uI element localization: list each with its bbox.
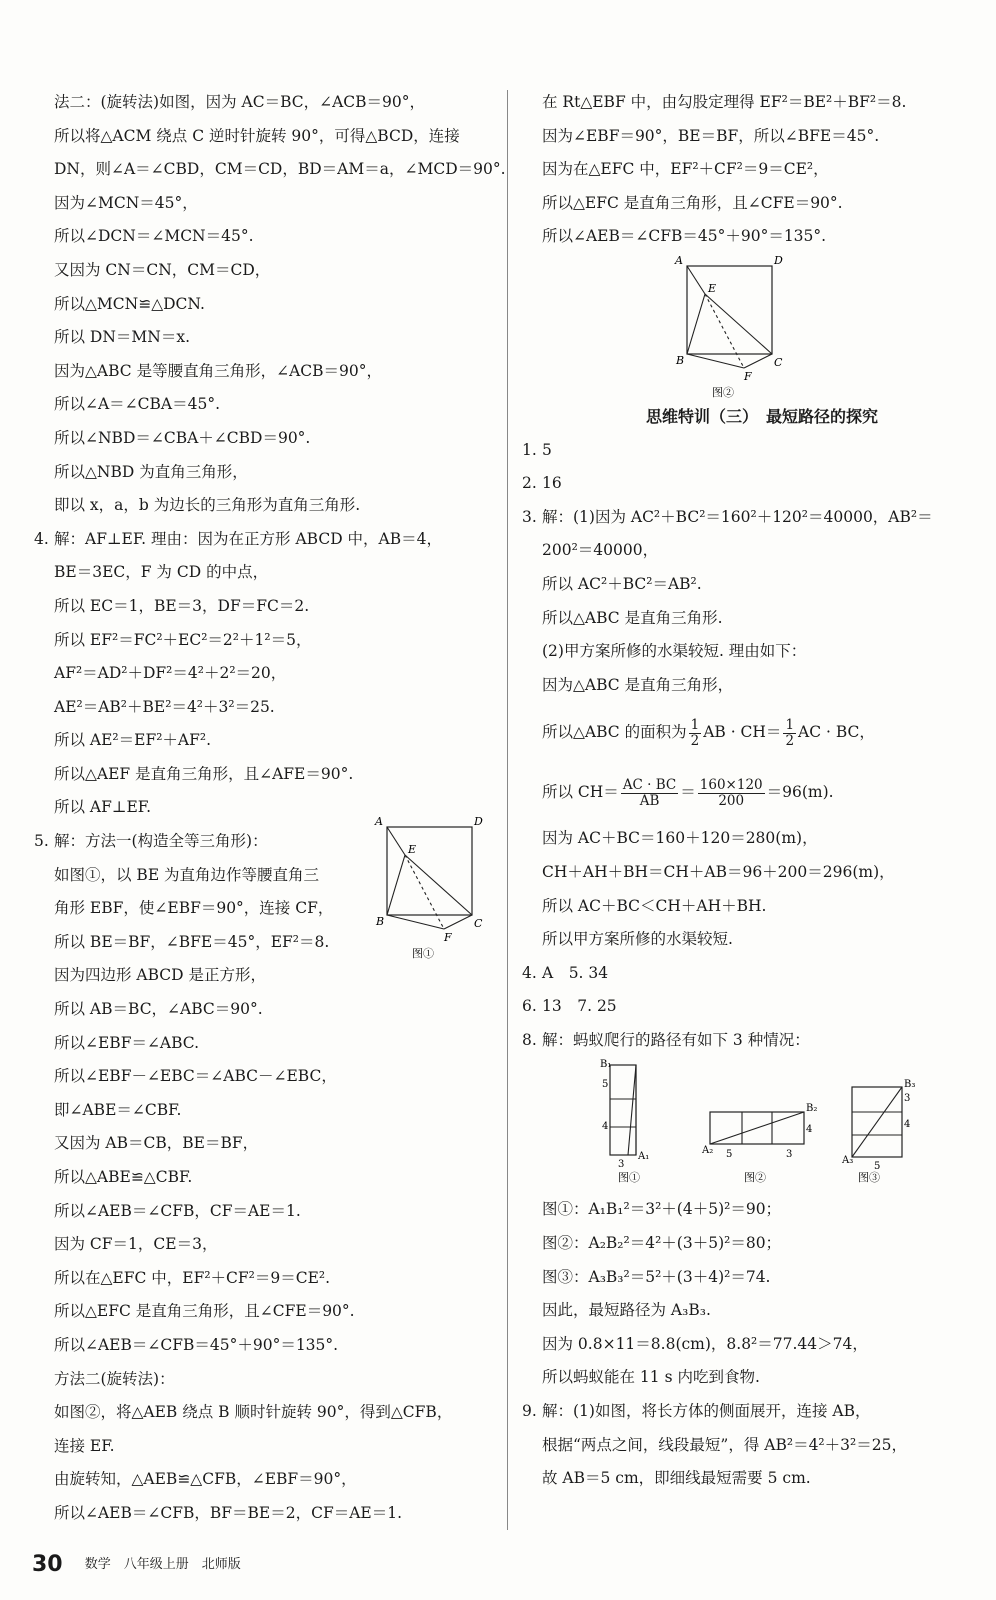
line-text: 所以△ABC 的面积为 [542, 723, 687, 742]
area-formula-line [522, 702, 982, 762]
svg-text:图②: 图② [712, 385, 734, 399]
line-text: 角形 EBF，使∠EBF＝90°，连接 CF， [54, 899, 334, 918]
left-line [34, 1094, 494, 1128]
right-line [522, 1261, 982, 1295]
line-text: 16 [542, 474, 562, 493]
line-text: 又因为 AB＝CB，BE＝BF， [54, 1134, 259, 1153]
fraction: $\frac{1}{2}$ [785, 716, 795, 749]
left-line [34, 1363, 494, 1397]
item-number: 5. [34, 832, 49, 851]
item-number: 1. [522, 440, 537, 459]
line-text: 因为 0.8×11＝8.8(cm)，8.8²＝77.44＞74， [542, 1334, 868, 1353]
svg-text:5: 5 [602, 1079, 609, 1091]
line-text: 因为△ABC 是等腰直角三角形，∠ACB＝90°， [54, 361, 382, 380]
left-line [34, 859, 394, 893]
line-text: 所以 CH＝ [542, 783, 619, 802]
right-line [522, 990, 982, 1024]
left-line [34, 1396, 494, 1430]
left-line [34, 422, 494, 456]
line-text: 因为 CF＝1，CE＝3， [54, 1235, 218, 1254]
svg-text:5: 5 [874, 1161, 881, 1173]
svg-text:4: 4 [602, 1121, 609, 1133]
line-text: 因为 AC＋BC＝160＋120＝280(m)， [542, 829, 818, 848]
left-line [34, 523, 494, 557]
line-text: 图③：A₃B₃²＝5²＋(3＋4)²＝74. [542, 1267, 771, 1286]
right-line [522, 923, 982, 957]
line-text: 所以甲方案所修的水渠较短. [542, 930, 733, 949]
line-text: (2)甲方案所修的水渠较短. 理由如下： [542, 642, 807, 661]
line-text: 所以∠AEB＝∠CFB，CF＝AE＝1. [54, 1201, 301, 1220]
left-line [34, 959, 394, 993]
svg-text:图①: 图① [412, 947, 434, 961]
item-number: 4. [522, 963, 537, 982]
line-text: 所以△AEF 是直角三角形，且∠AFE＝90°. [54, 764, 354, 783]
left-line [34, 220, 494, 254]
line-text: 由旋转知，△AEB≌△CFB，∠EBF＝90°， [54, 1470, 357, 1489]
line-text: 所以 AC＋BC＜CH＋AH＋BH. [542, 896, 767, 915]
right-line [522, 1227, 982, 1261]
left-line [34, 1329, 494, 1363]
right-line [522, 1361, 982, 1395]
line-text: 解：AF⊥EF. 理由：因为在正方形 ABCD 中，AB＝4， [54, 529, 442, 548]
line-text: 方法二(旋转法)： [54, 1369, 175, 1388]
svg-text:5: 5 [726, 1149, 733, 1161]
left-line [34, 724, 494, 758]
line-text: 连接 EF. [54, 1436, 115, 1455]
svg-text:A: A [375, 815, 383, 829]
item-number: 9. [522, 1402, 537, 1421]
svg-text:C: C [474, 917, 483, 931]
line-text: 图①：A₁B₁²＝3²＋(4＋5)²＝90； [542, 1200, 782, 1219]
left-line [34, 1228, 494, 1262]
line-text: 所以△EFC 是直角三角形，且∠CFE＝90°. [542, 193, 843, 212]
right-line [522, 957, 982, 991]
ch-formula-line [522, 762, 982, 822]
fraction: $\frac{1}{2}$ [690, 716, 700, 749]
line-text: 即∠ABE＝∠CBF. [54, 1100, 182, 1119]
line-text: 所以将△ACM 绕点 C 逆时针旋转 90°，可得△BCD，连接 [54, 126, 460, 145]
figure-2-square [672, 254, 782, 404]
right-line [522, 1429, 982, 1463]
line-text: 在 Rt△EBF 中，由勾股定理得 EF²＝BE²＋BF²＝8. [542, 93, 907, 111]
line-text: 所以∠A＝∠CBA＝45°. [54, 395, 221, 414]
svg-text:图③: 图③ [858, 1171, 880, 1185]
svg-text:4: 4 [904, 1119, 911, 1131]
left-line [34, 153, 506, 187]
line-text: 5 [542, 440, 552, 459]
line-text: CH＋AH＋BH＝CH＋AB＝96＋200＝296(m)， [542, 862, 895, 881]
right-line [522, 187, 982, 221]
right-line [522, 1193, 982, 1227]
right-line [522, 568, 982, 602]
line-text: 即以 x，a，b 为边长的三角形为直角三角形. [54, 496, 361, 515]
line-text: 所以∠EBF－∠EBC＝∠ABC－∠EBC， [54, 1067, 337, 1086]
line-text: AF²＝AD²＋DF²＝4²＋2²＝20， [54, 664, 287, 683]
svg-text:E: E [408, 843, 417, 857]
line-text: 因为在△EFC 中，EF²＋CF²＝9＝CE²， [542, 160, 829, 179]
right-line [522, 822, 982, 856]
line-text: 所以在△EFC 中，EF²＋CF²＝9＝CE². [54, 1268, 331, 1287]
item-number: 8. [522, 1030, 537, 1049]
left-line [34, 1060, 494, 1094]
line-text: 所以 AE²＝EF²＋AF². [54, 731, 212, 750]
svg-text:C: C [774, 355, 783, 369]
line-text: 因为∠MCN＝45°， [54, 193, 198, 212]
line-text: 解：(1)如图，将长方体的侧面展开，连接 AB， [542, 1402, 871, 1421]
line-text: 所以 DN＝MN＝x. [54, 328, 191, 347]
line-text: 所以∠DCN＝∠MCN＝45°. [54, 227, 254, 246]
left-line [34, 892, 394, 929]
item-number: 2. [522, 474, 537, 493]
left-line [34, 993, 394, 1027]
line-text: AB · CH＝ [703, 723, 782, 742]
left-line [34, 1127, 494, 1161]
left-line [34, 1262, 494, 1296]
right-line [522, 602, 982, 636]
line-text: 图②：A₂B₂²＝4²＋(3＋5)²＝80； [542, 1234, 782, 1253]
svg-text:A₂: A₂ [702, 1145, 714, 1157]
line-text: 13 7. 25 [542, 997, 617, 1016]
left-line [34, 825, 374, 859]
left-line [34, 1195, 494, 1229]
line-text: ＝ [680, 783, 696, 802]
line-text: 所以∠AEB＝∠CFB，BF＝BE＝2，CF＝AE＝1. [54, 1503, 403, 1522]
line-text: 所以△NBD 为直角三角形， [54, 462, 248, 481]
line-text: A 5. 34 [542, 963, 609, 982]
right-line [522, 1395, 982, 1429]
line-text: 所以△ABE≌△CBF. [54, 1168, 193, 1186]
item-number: 4. [34, 529, 49, 548]
left-line [34, 187, 494, 221]
ant-figures [522, 1057, 982, 1193]
right-line [522, 434, 982, 468]
right-line [522, 467, 982, 501]
right-line [522, 1462, 982, 1496]
svg-text:4: 4 [806, 1124, 813, 1136]
left-line [34, 1463, 494, 1497]
line-text: 所以△ABC 是直角三角形. [542, 608, 723, 627]
ant-path-figure-1 [582, 1057, 692, 1187]
line-text: 所以 BE＝BF，∠BFE＝45°，EF²＝8. [54, 932, 330, 951]
line-text: 所以△EFC 是直角三角形，且∠CFE＝90°. [54, 1302, 355, 1321]
book-info: 数学 八年级上册 北师版 [84, 1557, 241, 1572]
line-text: 所以蚂蚁能在 11 s 内吃到食物. [542, 1368, 760, 1387]
right-line [522, 220, 982, 254]
left-line [34, 388, 494, 422]
item-number: 3. [522, 507, 537, 526]
line-text: 又因为 CN＝CN，CM＝CD， [54, 260, 271, 279]
left-line [34, 590, 494, 624]
svg-text:B₃: B₃ [904, 1079, 916, 1091]
right-line [522, 669, 982, 703]
line-text: 200²＝40000， [542, 541, 659, 560]
svg-text:图①: 图① [618, 1171, 640, 1185]
right-line [522, 86, 982, 120]
left-line [34, 691, 494, 725]
line-text: 所以∠AEB＝∠CFB＝45°＋90°＝135°. [542, 227, 827, 246]
left-line [34, 355, 494, 389]
right-line [522, 534, 982, 568]
line-text: 因为∠EBF＝90°，BE＝BF，所以∠BFE＝45°. [542, 126, 880, 145]
left-column [34, 86, 506, 1531]
left-line [34, 489, 494, 523]
left-line [34, 86, 494, 120]
svg-text:3: 3 [786, 1149, 793, 1161]
right-line [522, 153, 982, 187]
left-line [34, 624, 494, 658]
ant-path-figure-3 [822, 1057, 932, 1187]
line-text: 解：方法一(构造全等三角形)： [54, 832, 268, 851]
line-text: 所以 EF²＝FC²＋EC²＝2²＋1²＝5， [54, 630, 312, 649]
line-text: AE²＝AB²＋BE²＝4²＋3²＝25. [54, 697, 275, 716]
left-line [34, 1430, 494, 1464]
page-number: 30 [32, 1552, 63, 1577]
line-text: 根据“两点之间，线段最短”，得 AB²＝4²＋3²＝25， [542, 1435, 907, 1454]
right-line [522, 120, 982, 154]
left-line [34, 1027, 494, 1061]
svg-text:A₃: A₃ [842, 1155, 854, 1167]
page-footer [32, 1552, 241, 1577]
right-column [522, 86, 982, 1496]
line-text: AC · BC， [798, 723, 875, 742]
line-text: BE＝3EC，F 为 CD 的中点， [54, 563, 269, 582]
right-line [522, 501, 982, 535]
line-text: 所以△MCN≌△DCN. [54, 294, 205, 313]
column-divider [507, 90, 508, 1530]
right-line [522, 635, 982, 669]
left-line [34, 1161, 494, 1195]
left-line [34, 456, 494, 490]
right-line [522, 1294, 982, 1328]
line-text: 所以 AC²＋BC²＝AB². [542, 574, 702, 593]
svg-text:D: D [474, 815, 483, 829]
line-text: 解：(1)因为 AC²＋BC²＝160²＋120²＝40000，AB²＝ [542, 507, 933, 526]
left-line [34, 758, 494, 792]
left-line [34, 321, 494, 355]
left-line [34, 926, 394, 960]
item-number: 6. [522, 997, 537, 1016]
left-line [34, 120, 494, 154]
svg-text:D: D [774, 253, 783, 267]
left-line [34, 1295, 494, 1329]
line-text: 因为四边形 ABCD 是正方形， [54, 966, 267, 985]
line-text: 所以 EC＝1，BE＝3，DF＝FC＝2. [54, 596, 310, 615]
svg-text:B: B [676, 353, 685, 367]
line-text: ＝96(m). [766, 783, 834, 802]
line-text: 因此，最短路径为 A₃B₃. [542, 1301, 711, 1320]
right-line [522, 1328, 982, 1362]
line-text: 解：蚂蚁爬行的路径有如下 3 种情况： [542, 1030, 810, 1049]
svg-text:B₁: B₁ [600, 1059, 612, 1071]
svg-text:E: E [708, 281, 717, 295]
fraction: $\frac{AC \cdot BC}{AB}$ [622, 776, 677, 809]
left-line [34, 556, 494, 590]
line-text: 所以 AF⊥EF. [54, 798, 152, 817]
svg-text:F: F [744, 369, 752, 383]
left-line [34, 1497, 494, 1531]
figure-1-square [372, 815, 482, 965]
svg-text:A: A [675, 253, 683, 267]
line-text: 所以 AB＝BC，∠ABC＝90°. [54, 1000, 263, 1019]
svg-text:图②: 图② [744, 1171, 766, 1185]
right-line [522, 856, 982, 890]
line-text: 所以∠EBF＝∠ABC. [54, 1033, 200, 1052]
svg-text:F: F [444, 931, 452, 945]
line-text: 如图①，以 BE 为直角边作等腰直角三 [54, 865, 320, 884]
line-text: 如图②，将△AEB 绕点 B 顺时针旋转 90°，得到△CFB， [54, 1403, 453, 1422]
line-text: 因为△ABC 是直角三角形， [542, 675, 734, 694]
right-line [522, 890, 982, 924]
svg-text:B₂: B₂ [806, 1103, 818, 1115]
line-text: 所以∠NBD＝∠CBA＋∠CBD＝90°. [54, 428, 311, 447]
fraction: $\frac{160\times 120}{200}$ [699, 776, 763, 809]
line-text: 法二：(旋转法)如图，因为 AC＝BC，∠ACB＝90°， [54, 93, 426, 111]
svg-text:A₁: A₁ [638, 1151, 650, 1163]
figure-2-wrapper [522, 254, 982, 400]
line-text: DN，则∠A＝∠CBD，CM＝CD，BD＝AM＝a，∠MCD＝90°. [54, 160, 506, 179]
left-line [34, 288, 494, 322]
svg-text:3: 3 [904, 1093, 911, 1105]
left-line [34, 657, 494, 691]
ant-path-figure-2 [702, 1057, 818, 1187]
line-text: 故 AB＝5 cm，即细线最短需要 5 cm. [542, 1469, 811, 1488]
svg-text:B: B [376, 915, 385, 929]
svg-text:3: 3 [618, 1159, 625, 1171]
section-title: 思维特训（三） 最短路径的探究 [645, 406, 878, 426]
left-line [34, 254, 494, 288]
line-text: 所以∠AEB＝∠CFB＝45°＋90°＝135°. [54, 1335, 339, 1354]
right-line [522, 1024, 982, 1058]
